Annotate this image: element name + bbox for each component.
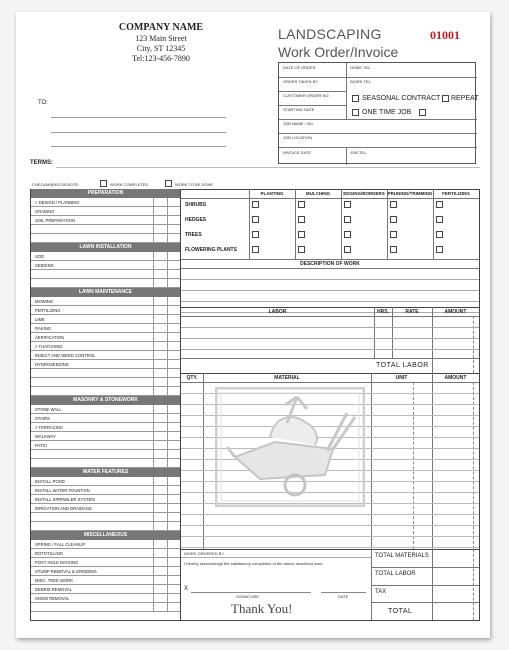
company-name: COMPANY NAME [118, 22, 204, 33]
grid-checkbox[interactable] [252, 231, 259, 238]
grid-row-label: SHRUBS [185, 202, 207, 208]
service-row[interactable] [31, 558, 180, 567]
service-row[interactable] [31, 459, 180, 468]
invoice-date-label: INVOICE DATE [283, 150, 311, 155]
service-row[interactable] [31, 378, 180, 387]
service-label: RAKING [35, 326, 52, 331]
service-label: MOWING [35, 299, 54, 304]
grid-checkbox[interactable] [298, 246, 305, 253]
date-of-order-label: DATE OF ORDER [283, 65, 316, 70]
one-time-job-label: ONE TIME JOB [362, 109, 412, 116]
labor-header: LABOR [268, 309, 287, 315]
form-title-line1: LANDSCAPING [278, 26, 382, 42]
service-row[interactable] [31, 504, 180, 513]
service-row[interactable] [31, 450, 180, 459]
total-labor-label: TOTAL LABOR [376, 362, 429, 369]
seasonal-contract-label: SEASONAL CONTRACT [362, 95, 441, 102]
grid-row-label: FLOWERING PLANTS [185, 247, 237, 253]
service-row[interactable] [31, 216, 180, 225]
section-header: WATER FEATURES [31, 468, 180, 477]
work-ordered-by-label: WORK ORDERED BY [184, 551, 225, 556]
date-label: DATE [338, 594, 349, 599]
thank-you-text: Thank You! [231, 601, 293, 616]
work-ordered-by-line[interactable] [181, 557, 371, 558]
grid-row-label: TREES [185, 232, 202, 238]
grid-checkbox[interactable] [390, 246, 397, 253]
wheelbarrow-watermark-icon [215, 387, 365, 507]
grand-total-label: TOTAL [388, 608, 413, 615]
service-row[interactable] [31, 549, 180, 558]
grid-checkbox[interactable] [436, 201, 443, 208]
work-completed-label: WORK COMPLETED [110, 182, 149, 187]
repeat-label: REPEAT [451, 95, 479, 102]
service-row[interactable] [31, 315, 180, 324]
grid-column-header: MULCHING [305, 191, 331, 196]
service-label: STONE WALL [35, 407, 62, 412]
service-label: STUMP REMOVAL & GRINDING [35, 569, 97, 574]
service-row[interactable] [31, 567, 180, 576]
service-label: DEBRIS REMOVAL [35, 587, 72, 592]
grid-checkbox[interactable] [344, 231, 351, 238]
checkmarks-denote-label: CHECKMARKS DENOTE: [32, 182, 80, 187]
service-row[interactable] [31, 522, 180, 531]
company-block [106, 22, 216, 64]
service-label: STAIRS [35, 416, 50, 421]
unit-header: UNIT [395, 375, 408, 381]
tax-label: TAX [375, 589, 387, 595]
section-header: MISCELLANEOUS [31, 531, 180, 540]
service-row[interactable] [31, 477, 180, 486]
materials-table[interactable] [181, 373, 479, 549]
service-label: PATIO [35, 443, 47, 448]
customer-order-no-label: CUSTOMER ORDER NO. [283, 93, 330, 98]
section-header: LAWN INSTALLATION [31, 243, 180, 252]
form-title-line2: Work Order/Invoice [278, 44, 399, 60]
service-row[interactable] [31, 585, 180, 594]
rate-header: RATE [405, 309, 419, 315]
grid-checkbox[interactable] [390, 231, 397, 238]
grid-row-label: HEDGES [185, 217, 207, 223]
service-row[interactable] [31, 594, 180, 603]
address-line-1[interactable] [51, 117, 226, 118]
service-label: SPRING / FALL CLEANUP [35, 542, 86, 547]
grid-checkbox[interactable] [436, 216, 443, 223]
services-column [31, 189, 180, 620]
section-header: PREPARATION [31, 189, 180, 198]
x-mark: X [184, 586, 189, 592]
work-to-be-done-checkbox [165, 180, 172, 187]
service-label: HYDROSEEDING [35, 362, 69, 367]
hrs-header: HRS. [377, 309, 389, 315]
service-label: MISC. TREE WORK [35, 578, 74, 583]
service-label: > THATCHING [35, 344, 63, 349]
order-taken-by-label: ORDER TAKEN BY [283, 79, 318, 84]
service-row[interactable] [31, 603, 180, 612]
grid-column-header: EDGING/BORDERS [343, 191, 385, 196]
service-label: SNOW REMOVAL [35, 596, 70, 601]
service-row[interactable] [31, 432, 180, 441]
service-label: INSTALL WATER FOUNTAIN [35, 488, 90, 493]
service-label: SOD [35, 254, 45, 259]
service-row[interactable] [31, 360, 180, 369]
service-label: AERIFICATION [35, 335, 65, 340]
grid-checkbox[interactable] [252, 216, 259, 223]
signature-label: SIGNATURE [236, 594, 260, 599]
service-label: GRADING [35, 209, 55, 214]
work-order-form [16, 12, 490, 638]
to-label: TO: [38, 100, 48, 106]
qty-header: QTY. [186, 375, 198, 381]
grid-checkbox[interactable] [252, 201, 259, 208]
home-tel-label: HOME TEL. [350, 65, 372, 70]
grid-column-header: PRUNING/TRIMMING [387, 191, 433, 196]
labor-amount-header: AMOUNT [444, 309, 467, 315]
other-checkbox[interactable] [419, 109, 426, 116]
footer-area [181, 549, 479, 620]
service-label: INSTALL SPRINKLER SYSTEM [35, 497, 95, 502]
grid-checkbox[interactable] [390, 216, 397, 223]
job-location-label: JOB LOCATION [283, 135, 313, 140]
grid-checkbox[interactable] [252, 246, 259, 253]
total-materials-label: TOTAL MATERIALS [375, 553, 429, 559]
grid-checkbox[interactable] [436, 231, 443, 238]
job-tel-label: JOB TEL. [350, 150, 368, 155]
service-label: LIME [35, 317, 45, 322]
work-to-be-done-label: WORK TO BE DONE [175, 182, 214, 187]
grid-checkbox[interactable] [436, 246, 443, 253]
service-label: INSTALL POND [35, 479, 65, 484]
section-header: LAWN MAINTENANCE [31, 288, 180, 297]
service-label: SEEDING [35, 263, 54, 268]
service-row[interactable] [31, 414, 180, 423]
footer-total-labor-label: TOTAL LABOR [375, 571, 416, 577]
materials-amount-header: AMOUNT [444, 375, 467, 381]
service-row[interactable] [31, 495, 180, 504]
seasonal-contract-checkbox[interactable] [352, 95, 359, 102]
service-row[interactable] [31, 342, 180, 351]
work-tel-label: WORK TEL. [350, 79, 372, 84]
service-label: SOIL PREPARATION [35, 218, 75, 223]
service-row[interactable] [31, 261, 180, 270]
grid-checkbox[interactable] [298, 216, 305, 223]
service-grid [181, 189, 479, 259]
signature-line[interactable] [191, 592, 311, 593]
labor-table[interactable] [181, 307, 479, 373]
service-row[interactable] [31, 369, 180, 378]
grid-checkbox[interactable] [298, 201, 305, 208]
invoice-number: 01001 [430, 28, 460, 42]
company-tel: Tel:123-456-7890 [132, 54, 190, 63]
address-line-2[interactable] [51, 132, 226, 133]
job-name-label: JOB NAME / NO. [283, 121, 314, 126]
service-row[interactable] [31, 234, 180, 243]
service-label: FERTILIZING [35, 308, 61, 313]
service-label: ROTOTILLING [35, 551, 63, 556]
service-label: IRRIGATION AND DRAINAGE [35, 506, 92, 511]
service-row[interactable] [31, 198, 180, 207]
service-row[interactable] [31, 405, 180, 414]
work-completed-checkbox [100, 180, 107, 187]
service-label: > TERRACING [35, 425, 64, 430]
service-row[interactable] [31, 387, 180, 396]
order-info-box [278, 62, 479, 164]
date-line[interactable] [321, 592, 366, 593]
service-label: > DESIGN / PLANNING [35, 200, 80, 205]
material-header: MATERIAL [274, 375, 300, 381]
company-city: City, ST 12345 [136, 44, 186, 53]
section-header: MASONRY & STONEWORK [31, 396, 180, 405]
service-row[interactable] [31, 540, 180, 549]
service-row[interactable] [31, 324, 180, 333]
service-row[interactable] [31, 297, 180, 306]
acknowledge-text: I hereby acknowledge the satisfactory completion of the above described work. [184, 561, 324, 566]
description-header: DESCRIPTION OF WORK [300, 261, 360, 267]
service-row[interactable] [31, 225, 180, 234]
grid-checkbox[interactable] [344, 246, 351, 253]
service-label: POST HOLE DIGGING [35, 560, 79, 565]
grid-checkbox[interactable] [390, 201, 397, 208]
grid-column-header: PLANTING [260, 191, 284, 196]
grid-checkbox[interactable] [298, 231, 305, 238]
service-label: WALKWAY [35, 434, 56, 439]
terms-label: TERMS: [30, 160, 53, 166]
service-row[interactable] [31, 333, 180, 342]
service-row[interactable] [31, 306, 180, 315]
repeat-checkbox[interactable] [442, 95, 449, 102]
service-row[interactable] [31, 576, 180, 585]
grid-column-header: FERTILIZING [442, 191, 470, 196]
grid-checkbox[interactable] [344, 201, 351, 208]
service-row[interactable] [31, 351, 180, 360]
company-street: 123 Main Street [135, 34, 187, 43]
service-row[interactable] [31, 513, 180, 522]
service-label: INSECT AND WEED CONTROL [35, 353, 96, 358]
terms-line[interactable] [56, 167, 480, 168]
address-line-3[interactable] [51, 146, 226, 147]
service-row[interactable] [31, 423, 180, 432]
service-row[interactable] [31, 441, 180, 450]
service-row[interactable] [31, 486, 180, 495]
service-row[interactable] [31, 270, 180, 279]
service-row[interactable] [31, 207, 180, 216]
service-row[interactable] [31, 279, 180, 288]
one-time-job-checkbox[interactable] [352, 109, 359, 116]
starting-date-label: STARTING DATE [283, 107, 315, 112]
grid-checkbox[interactable] [344, 216, 351, 223]
service-row[interactable] [31, 252, 180, 261]
